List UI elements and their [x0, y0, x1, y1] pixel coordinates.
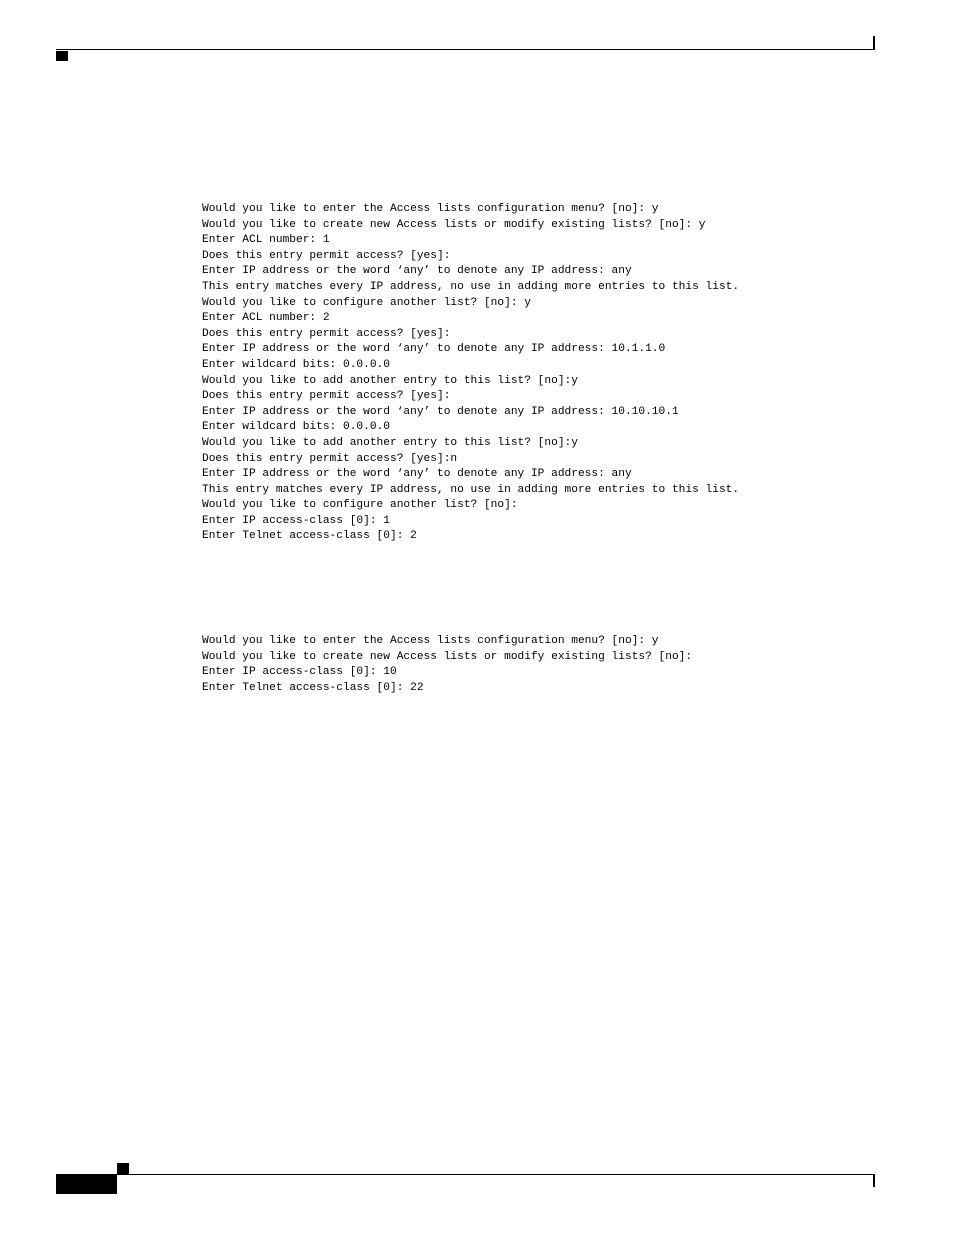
code-line: Enter ACL number: 2: [202, 312, 330, 325]
code-line: Enter IP access-class [0]: 10: [202, 666, 397, 679]
code-line: Would you like to add another entry to this list? [no]:y: [202, 436, 578, 449]
code-line: Would you like to add another entry to this list? [no]:y: [202, 374, 578, 387]
code-line: Does this entry permit access? [yes]:n: [202, 452, 458, 465]
code-line: Would you like to enter the Access lists configuration menu? [no]: y: [202, 203, 659, 215]
code-line: Enter Telnet access-class [0]: 22: [202, 681, 424, 694]
code-line: Enter ACL number: 1: [202, 234, 330, 247]
code-line: This entry matches every IP address, no use in adding more entries to this list.: [202, 280, 740, 293]
code-line: Does this entry permit access? [yes]:: [202, 327, 451, 340]
footer-page-tab: [56, 1175, 117, 1194]
code-line: Would you like to configure another list? [no]:: [202, 499, 518, 512]
code-line: Would you like to create new Access lists or modify existing lists? [no]:: [202, 650, 693, 663]
footer-marker: [117, 1163, 129, 1174]
code-line: Would you like to enter the Access lists configuration menu? [no]: y: [202, 635, 659, 647]
header-marker: [56, 51, 68, 61]
code-line: Enter IP address or the word ‘any’ to denote any IP address: 10.10.10.1: [202, 405, 679, 418]
code-line: Does this entry permit access? [yes]:: [202, 249, 451, 262]
code-line: Enter IP address or the word ‘any’ to denote any IP address: any: [202, 265, 632, 278]
header-rule: [56, 49, 875, 50]
code-line: Enter wildcard bits: 0.0.0.0: [202, 421, 390, 434]
cli-example-block-1: [202, 202, 739, 545]
header-tick: [873, 36, 875, 50]
code-line: Would you like to create new Access lists or modify existing lists? [no]: y: [202, 218, 706, 231]
code-line: Does this entry permit access? [yes]:: [202, 390, 451, 403]
code-line: Enter IP address or the word ‘any’ to denote any IP address: 10.1.1.0: [202, 343, 666, 356]
code-line: This entry matches every IP address, no use in adding more entries to this list.: [202, 483, 740, 496]
cli-example-block-2: [202, 634, 692, 696]
code-line: Enter IP access-class [0]: 1: [202, 514, 390, 527]
code-line: Would you like to configure another list? [no]: y: [202, 296, 531, 309]
code-line: Enter wildcard bits: 0.0.0.0: [202, 358, 390, 371]
code-line: Enter IP address or the word ‘any’ to denote any IP address: any: [202, 468, 632, 481]
footer-rule: [56, 1174, 875, 1175]
code-line: Enter Telnet access-class [0]: 2: [202, 530, 417, 543]
footer-tick: [873, 1175, 875, 1187]
